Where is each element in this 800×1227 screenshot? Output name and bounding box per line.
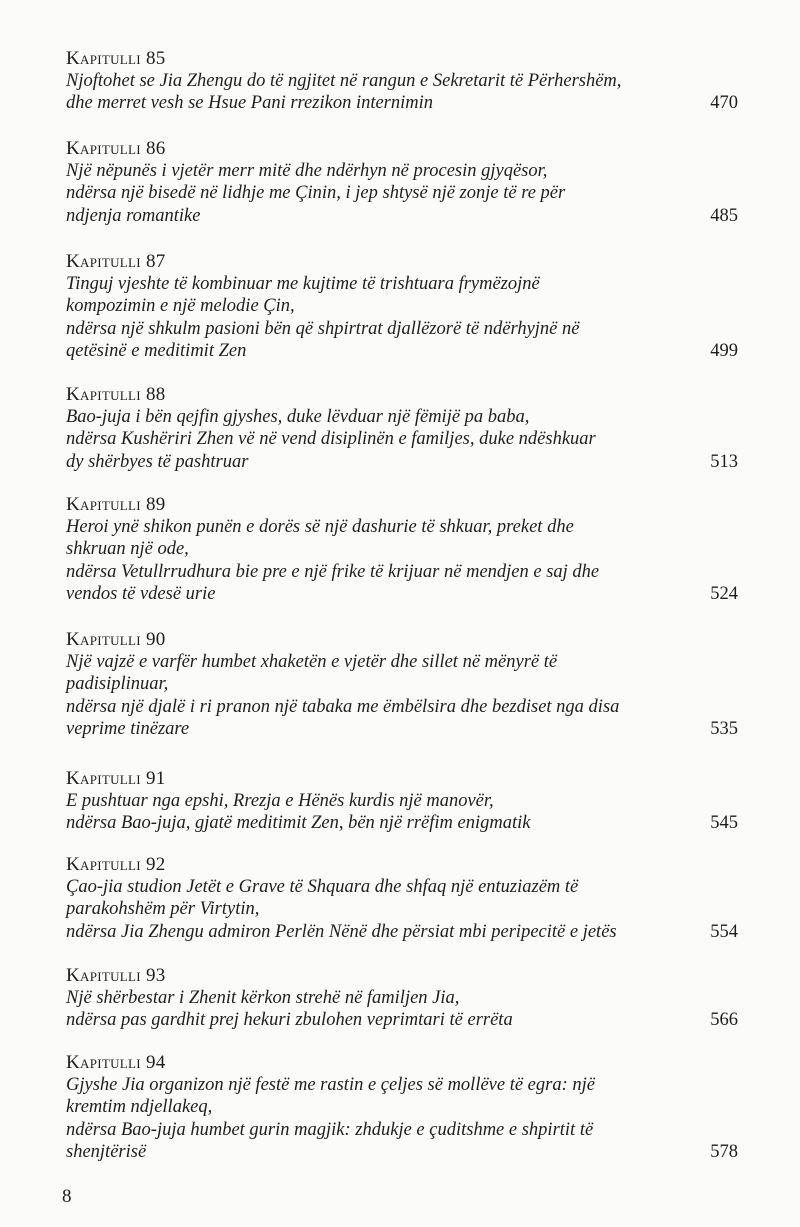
chapter-page-number: 554 (710, 921, 738, 942)
toc-entry (66, 250, 738, 362)
chapter-label: Kapitulli 89 (66, 494, 166, 515)
chapter-label: Kapitulli 90 (66, 629, 166, 650)
chapter-title-line: veprime tinëzare (66, 718, 190, 739)
chapter-page-number: 485 (710, 205, 738, 226)
chapter-label: Kapitulli 87 (66, 251, 166, 272)
chapter-title-line: dhe merret vesh se Hsue Pani rrezikon internimin (66, 93, 434, 114)
toc-entry (66, 493, 738, 605)
chapter-title-line: ndjenja romantike (66, 205, 201, 226)
chapter-label: Kapitulli 88 (66, 384, 166, 405)
chapter-title-line: Bao-juja i bën qejfin gjyshes, duke lëvduar një fëmijë pa baba, (66, 407, 530, 427)
chapter-title-line: Çao-jia studion Jetët e Grave të Shquara dhe shfaq një entuziazëm të (66, 877, 579, 897)
chapter-title-line: ndërsa pas gardhit prej hekuri zbulohen veprimtari të errëta (66, 1010, 513, 1031)
chapter-label: Kapitulli 91 (66, 768, 166, 789)
chapter-page-number: 535 (710, 718, 738, 739)
chapter-title-line: shkruan një ode, (66, 539, 189, 560)
chapter-title-line: shenjtërisë (66, 1141, 147, 1162)
toc-entry (66, 964, 738, 1032)
chapter-title-line: ndërsa Bao-juja, gjatë meditimit Zen, bën një rrëfim enigmatik (66, 813, 531, 834)
toc-entry (66, 47, 738, 115)
chapter-title-line: Një nëpunës i vjetër merr mitë dhe ndërhyn në procesin gjyqësor, (66, 161, 548, 181)
toc-entry (66, 767, 738, 835)
toc-entry (66, 628, 738, 740)
chapter-title-line: qetësinë e meditimit Zen (66, 340, 247, 361)
toc-entry (66, 137, 738, 227)
chapter-page-number: 513 (710, 451, 738, 472)
chapter-label: Kapitulli 86 (66, 138, 166, 159)
chapter-page-number: 499 (710, 340, 738, 361)
chapter-page-number: 578 (710, 1141, 738, 1162)
chapter-title-line: dy shërbyes të pashtruar (66, 451, 249, 472)
chapter-page-number: 566 (710, 1010, 738, 1031)
chapter-title-line: ndërsa një bisedë në lidhje me Çinin, i jep shtysë një zonje të re për (66, 183, 566, 204)
toc-entry (66, 853, 738, 943)
chapter-title-line: E pushtuar nga epshi, Rrezja e Hënës kurdis një manovër, (66, 791, 494, 811)
toc-entry (66, 1051, 738, 1163)
chapter-title-line: vendos të vdesë urie (66, 583, 216, 604)
page-number-footer: 8 (62, 1186, 72, 1207)
chapter-title-line: Një vajzë e varfër humbet xhaketën e vjetër dhe sillet në mënyrë të (66, 652, 558, 672)
chapter-title-line: parakohshëm për Virtytin, (66, 899, 260, 920)
chapter-title-line: ndërsa një djalë i ri pranon një tabaka me ëmbëlsira dhe bezdiset nga disa (66, 696, 620, 717)
toc-entry (66, 383, 738, 473)
chapter-title-line: ndërsa Vetullrrudhura bie pre e një frike të krijuar në mendjen e saj dhe (66, 561, 600, 582)
chapter-title-line: Heroi ynë shikon punën e dorës së një dashurie të shkuar, preket dhe (66, 517, 574, 537)
chapter-label: Kapitulli 85 (66, 48, 166, 69)
chapter-label: Kapitulli 94 (66, 1052, 166, 1073)
chapter-title-line: Një shërbestar i Zhenit kërkon strehë në familjen Jia, (66, 988, 460, 1008)
chapter-title-line: ndërsa Jia Zhengu admiron Perlën Nënë dhe përsiat mbi peripecitë e jetës (66, 921, 617, 942)
chapter-title-line: Tinguj vjeshte të kombinuar me kujtime të trishtuara frymëzojnë (66, 274, 540, 294)
chapter-page-number: 524 (710, 583, 738, 604)
chapter-page-number: 545 (710, 813, 738, 834)
chapter-title-line: Gjyshe Jia organizon një festë me rastin e çeljes së mollëve të egra: një (66, 1075, 595, 1095)
chapter-page-number: 470 (710, 93, 738, 114)
chapter-title-line: Njoftohet se Jia Zhengu do të ngjitet në rangun e Sekretarit të Përhershëm, (66, 71, 622, 91)
chapter-label: Kapitulli 92 (66, 854, 166, 875)
chapter-label: Kapitulli 93 (66, 965, 166, 986)
chapter-title-line: ndërsa Kushëriri Zhen vë në vend disiplinën e familjes, duke ndëshkuar (66, 429, 596, 450)
chapter-title-line: ndërsa Bao-juja humbet gurin magjik: zhdukje e çuditshme e shpirtit të (66, 1119, 594, 1140)
chapter-title-line: kremtim ndjellakeq, (66, 1097, 213, 1118)
chapter-title-line: padisiplinuar, (66, 674, 169, 695)
chapter-title-line: ndërsa një shkulm pasioni bën që shpirtrat djallëzorë të ndërhyjnë në (66, 318, 580, 339)
chapter-title-line: kompozimin e një melodie Çin, (66, 296, 295, 317)
